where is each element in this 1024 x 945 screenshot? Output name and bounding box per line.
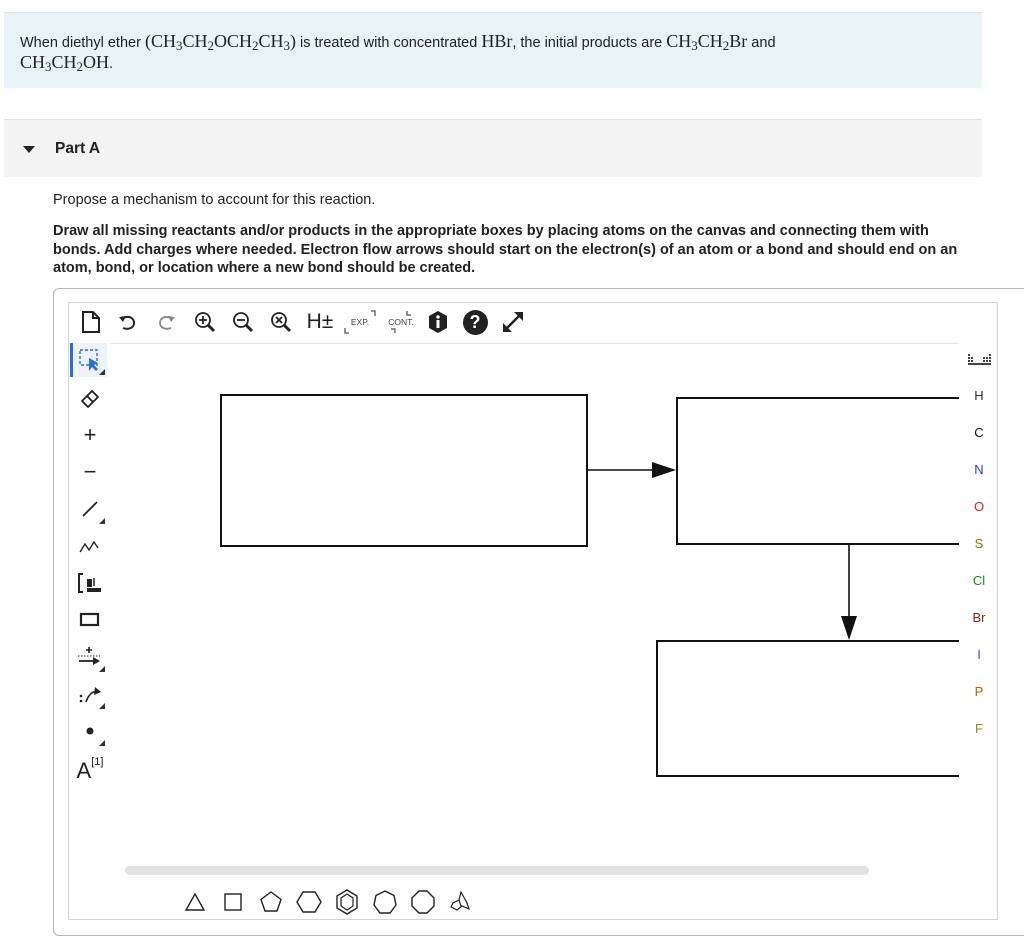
question-prompt: Propose a mechanism to account for this reaction. [53,192,376,208]
positive-charge-icon[interactable]: + [83,422,97,447]
intermediate-box[interactable] [676,397,959,545]
element-o-button[interactable]: O [973,499,985,514]
triangle-icon[interactable] [180,887,210,917]
instructions: Draw all missing reactants and/or products in the appropriate boxes by placing atoms on the canvas and connecting them with bonds. Add charges where needed. Electron flow arrows should start on the electron(s) of an atom or a bond and should end on an atom, bond, or location where a new bond should be created. [53,223,958,276]
problem-text: is treated with concentrated [295,35,482,51]
part-title: Part A [55,140,101,157]
reagent-formula: HBr [481,31,513,51]
product-2-formula: $CH_3CH_2OH$ [20,52,109,75]
element-p-button[interactable]: P [974,684,984,699]
select-tool-icon[interactable] [70,343,107,377]
periodic-table-icon[interactable] [968,353,992,372]
element-i-button[interactable]: I [977,647,981,662]
element-f-button[interactable]: F [975,721,983,736]
octagon-icon[interactable] [408,887,438,917]
drawing-canvas[interactable] [110,343,959,882]
element-h-button[interactable]: H [974,388,984,403]
benzene-icon[interactable] [332,887,362,917]
chain-icon[interactable] [73,529,107,563]
problem-text: and [747,35,776,51]
help-icon[interactable]: ? [461,308,489,336]
element-n-button[interactable]: N [974,462,984,477]
collapse-caret-icon[interactable] [23,146,35,153]
bracket-icon[interactable] [73,566,107,600]
undo-icon[interactable] [115,308,141,336]
reaction-arrow-icon[interactable] [73,640,107,674]
editor-frame [68,302,998,920]
product-1-formula: $CH_3CH_2Br$ [666,31,748,54]
fullscreen-icon[interactable] [499,308,527,336]
new-document-icon[interactable] [77,308,105,336]
radical-dot-icon[interactable] [73,714,107,748]
negative-charge-icon[interactable]: − [83,459,97,484]
contract-button[interactable]: CONT. [383,308,419,336]
problem-text: , the initial products are [512,35,667,51]
pentagon-icon[interactable] [256,887,286,917]
atom-label-icon[interactable]: A [1] [76,756,104,783]
expand-button[interactable]: EXP. [343,308,377,336]
heptagon-icon[interactable] [370,887,400,917]
product-box[interactable] [656,640,959,777]
chair-icon[interactable] [446,887,476,917]
element-c-button[interactable]: C [974,425,984,440]
rectangle-icon[interactable] [73,603,107,637]
left-toolbar [69,343,109,921]
zoom-in-icon[interactable] [191,308,219,336]
top-toolbar [69,303,997,341]
square-icon[interactable] [218,887,248,917]
single-bond-icon[interactable] [73,492,107,526]
ring-toolbar [110,883,959,921]
chemistry-editor [53,288,1024,936]
zoom-out-icon[interactable] [229,308,257,336]
hydrogen-toggle[interactable]: H± [306,310,334,333]
electron-flow-arrow-icon[interactable] [73,677,107,711]
problem-text: When diethyl ether [20,35,145,51]
info-icon[interactable] [425,308,451,336]
horizontal-scrollbar[interactable] [125,866,869,875]
hexagon-icon[interactable] [294,887,324,917]
zoom-reset-icon[interactable] [267,308,295,336]
element-toolbar [959,343,999,921]
problem-statement: When diethyl ether $(CH_3CH_2OCH_2CH_3)$ is treated with concentrated HBr, the initial products are $CH_3CH_2Br$ and $CH_3CH_2OH$. [4,12,982,88]
diethyl-ether-formula: $(CH_3CH_2OCH_2CH_3)$ [144,31,296,54]
element-s-button[interactable]: S [974,536,984,551]
redo-icon[interactable] [153,308,179,336]
element-br-button[interactable]: Br [972,610,986,625]
eraser-icon[interactable] [73,380,107,414]
reactant-box[interactable] [220,394,588,547]
element-cl-button[interactable]: Cl [972,573,986,588]
part-a-header[interactable] [4,119,982,177]
